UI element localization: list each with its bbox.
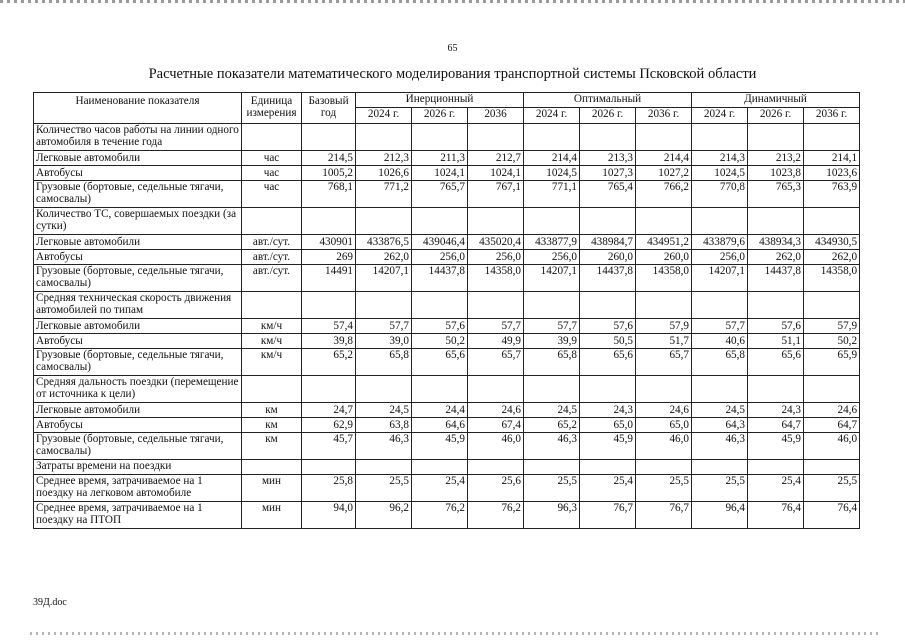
value-cell: 1027,2 bbox=[636, 166, 692, 181]
value-cell bbox=[580, 208, 636, 235]
value-cell bbox=[356, 292, 412, 319]
header-base-year bbox=[302, 93, 356, 124]
value-cell bbox=[692, 124, 748, 151]
section-label: Средняя техническая скорость движения автомобилей по типам bbox=[34, 292, 242, 319]
unit-cell bbox=[242, 124, 302, 151]
value-cell: 262,0 bbox=[804, 250, 860, 265]
table-row bbox=[34, 349, 860, 376]
value-cell: 46,0 bbox=[636, 433, 692, 460]
value-cell: 14437,8 bbox=[412, 265, 468, 292]
value-cell: 434951,2 bbox=[636, 235, 692, 250]
value-cell bbox=[356, 460, 412, 475]
base-year-value: 1005,2 bbox=[302, 166, 356, 181]
value-cell bbox=[748, 376, 804, 403]
value-cell: 256,0 bbox=[692, 250, 748, 265]
value-cell bbox=[580, 124, 636, 151]
value-cell: 766,2 bbox=[636, 181, 692, 208]
value-cell: 39,0 bbox=[356, 334, 412, 349]
indicator-name: Автобусы bbox=[34, 334, 242, 349]
base-year-value: 25,8 bbox=[302, 475, 356, 502]
indicator-name: Автобусы bbox=[34, 166, 242, 181]
value-cell: 57,9 bbox=[636, 319, 692, 334]
section-label: Средняя дальность поездки (перемещение от источника к цели) bbox=[34, 376, 242, 403]
value-cell: 439046,4 bbox=[412, 235, 468, 250]
value-cell: 46,3 bbox=[356, 433, 412, 460]
base-year-value: 94,0 bbox=[302, 502, 356, 529]
base-year-value: 65,2 bbox=[302, 349, 356, 376]
base-year-value: 430901 bbox=[302, 235, 356, 250]
table-row bbox=[34, 250, 860, 265]
base-year-value bbox=[302, 460, 356, 475]
value-cell: 57,7 bbox=[468, 319, 524, 334]
value-cell: 433879,6 bbox=[692, 235, 748, 250]
value-cell bbox=[804, 376, 860, 403]
header-scenario-dynamic: Динамичный bbox=[692, 93, 860, 108]
value-cell: 213,2 bbox=[748, 151, 804, 166]
value-cell: 57,7 bbox=[524, 319, 580, 334]
value-cell: 65,9 bbox=[804, 349, 860, 376]
value-cell: 24,3 bbox=[580, 403, 636, 418]
header-year: 2026 г. bbox=[580, 108, 636, 124]
value-cell: 65,6 bbox=[580, 349, 636, 376]
value-cell: 76,4 bbox=[748, 502, 804, 529]
table-row bbox=[34, 181, 860, 208]
header-year: 2026 г. bbox=[412, 108, 468, 124]
value-cell: 45,9 bbox=[580, 433, 636, 460]
indicator-name: Легковые автомобили bbox=[34, 319, 242, 334]
value-cell: 24,6 bbox=[468, 403, 524, 418]
table-body bbox=[34, 124, 860, 529]
value-cell: 438934,3 bbox=[748, 235, 804, 250]
value-cell: 57,7 bbox=[692, 319, 748, 334]
value-cell: 212,3 bbox=[356, 151, 412, 166]
value-cell: 65,8 bbox=[692, 349, 748, 376]
value-cell: 260,0 bbox=[636, 250, 692, 265]
value-cell: 25,5 bbox=[692, 475, 748, 502]
indicator-name: Грузовые (бортовые, седельные тягачи, самосвалы) bbox=[34, 349, 242, 376]
value-cell: 51,1 bbox=[748, 334, 804, 349]
table-row bbox=[34, 433, 860, 460]
value-cell: 40,6 bbox=[692, 334, 748, 349]
value-cell: 14358,0 bbox=[804, 265, 860, 292]
value-cell: 45,9 bbox=[748, 433, 804, 460]
value-cell: 57,6 bbox=[580, 319, 636, 334]
value-cell: 1023,8 bbox=[748, 166, 804, 181]
page-number: 65 bbox=[447, 43, 458, 54]
value-cell: 25,6 bbox=[468, 475, 524, 502]
unit-cell: час bbox=[242, 181, 302, 208]
value-cell bbox=[748, 460, 804, 475]
unit-cell: авт./сут. bbox=[242, 250, 302, 265]
value-cell bbox=[524, 460, 580, 475]
value-cell: 214,1 bbox=[804, 151, 860, 166]
value-cell bbox=[468, 460, 524, 475]
value-cell bbox=[412, 460, 468, 475]
value-cell: 76,4 bbox=[804, 502, 860, 529]
value-cell bbox=[412, 292, 468, 319]
value-cell bbox=[468, 208, 524, 235]
header-year: 2024 г. bbox=[356, 108, 412, 124]
unit-cell: авт./сут. bbox=[242, 235, 302, 250]
header-year: 2036 г. bbox=[636, 108, 692, 124]
unit-cell: мин bbox=[242, 502, 302, 529]
value-cell: 262,0 bbox=[356, 250, 412, 265]
value-cell: 1024,5 bbox=[692, 166, 748, 181]
value-cell: 24,6 bbox=[636, 403, 692, 418]
value-cell: 763,9 bbox=[804, 181, 860, 208]
value-cell bbox=[692, 292, 748, 319]
section-row bbox=[34, 376, 860, 403]
value-cell: 770,8 bbox=[692, 181, 748, 208]
value-cell bbox=[468, 124, 524, 151]
header-year: 2036 г. bbox=[804, 108, 860, 124]
value-cell: 1024,5 bbox=[524, 166, 580, 181]
section-label: Количество ТС, совершаемых поездки (за сутки) bbox=[34, 208, 242, 235]
indicator-name: Среднее время, затрачиваемое на 1 поездку на ПТОП bbox=[34, 502, 242, 529]
table-row bbox=[34, 334, 860, 349]
value-cell: 14437,8 bbox=[580, 265, 636, 292]
value-cell bbox=[636, 376, 692, 403]
value-cell: 14358,0 bbox=[636, 265, 692, 292]
value-cell: 64,6 bbox=[412, 418, 468, 433]
value-cell: 57,9 bbox=[804, 319, 860, 334]
value-cell bbox=[412, 208, 468, 235]
value-cell bbox=[636, 208, 692, 235]
value-cell: 24,4 bbox=[412, 403, 468, 418]
base-year-value: 24,7 bbox=[302, 403, 356, 418]
base-year-value: 62,9 bbox=[302, 418, 356, 433]
value-cell: 260,0 bbox=[580, 250, 636, 265]
value-cell: 57,6 bbox=[748, 319, 804, 334]
value-cell: 57,7 bbox=[356, 319, 412, 334]
value-cell: 96,2 bbox=[356, 502, 412, 529]
section-row bbox=[34, 124, 860, 151]
value-cell: 14437,8 bbox=[748, 265, 804, 292]
value-cell: 49,9 bbox=[468, 334, 524, 349]
value-cell: 76,2 bbox=[468, 502, 524, 529]
value-cell: 65,0 bbox=[580, 418, 636, 433]
value-cell: 1027,3 bbox=[580, 166, 636, 181]
value-cell: 14358,0 bbox=[468, 265, 524, 292]
value-cell: 433877,9 bbox=[524, 235, 580, 250]
value-cell: 65,7 bbox=[468, 349, 524, 376]
value-cell bbox=[748, 208, 804, 235]
base-year-value bbox=[302, 208, 356, 235]
value-cell: 51,7 bbox=[636, 334, 692, 349]
section-label: Количество часов работы на линии одного автомобиля в течение года bbox=[34, 124, 242, 151]
table-row bbox=[34, 265, 860, 292]
value-cell: 14207,1 bbox=[356, 265, 412, 292]
value-cell bbox=[692, 208, 748, 235]
value-cell: 24,5 bbox=[356, 403, 412, 418]
value-cell bbox=[804, 124, 860, 151]
value-cell: 46,3 bbox=[692, 433, 748, 460]
header-base-line2: год bbox=[320, 107, 337, 119]
value-cell: 50,2 bbox=[412, 334, 468, 349]
value-cell: 65,6 bbox=[748, 349, 804, 376]
value-cell bbox=[524, 292, 580, 319]
section-row bbox=[34, 208, 860, 235]
value-cell: 24,6 bbox=[804, 403, 860, 418]
value-cell bbox=[692, 460, 748, 475]
indicator-name: Легковые автомобили bbox=[34, 235, 242, 250]
indicator-name: Грузовые (бортовые, седельные тягачи, самосвалы) bbox=[34, 181, 242, 208]
value-cell: 25,4 bbox=[412, 475, 468, 502]
value-cell: 25,4 bbox=[580, 475, 636, 502]
unit-cell: час bbox=[242, 166, 302, 181]
header-unit bbox=[242, 93, 302, 124]
value-cell: 25,4 bbox=[748, 475, 804, 502]
value-cell: 262,0 bbox=[748, 250, 804, 265]
value-cell: 76,7 bbox=[580, 502, 636, 529]
value-cell bbox=[636, 292, 692, 319]
indicator-name: Грузовые (бортовые, седельные тягачи, самосвалы) bbox=[34, 265, 242, 292]
value-cell bbox=[524, 208, 580, 235]
unit-cell bbox=[242, 292, 302, 319]
value-cell: 65,2 bbox=[524, 418, 580, 433]
value-cell: 76,2 bbox=[412, 502, 468, 529]
value-cell bbox=[580, 376, 636, 403]
table-row bbox=[34, 319, 860, 334]
value-cell: 46,0 bbox=[804, 433, 860, 460]
value-cell bbox=[468, 376, 524, 403]
table-row bbox=[34, 151, 860, 166]
value-cell bbox=[748, 124, 804, 151]
value-cell bbox=[468, 292, 524, 319]
header-unit-line2: измерения bbox=[246, 107, 297, 119]
value-cell: 57,6 bbox=[412, 319, 468, 334]
value-cell bbox=[804, 460, 860, 475]
value-cell: 50,2 bbox=[804, 334, 860, 349]
value-cell: 64,7 bbox=[748, 418, 804, 433]
value-cell bbox=[524, 376, 580, 403]
value-cell: 214,3 bbox=[692, 151, 748, 166]
value-cell: 65,8 bbox=[524, 349, 580, 376]
value-cell: 24,5 bbox=[692, 403, 748, 418]
unit-cell: км/ч bbox=[242, 334, 302, 349]
unit-cell bbox=[242, 208, 302, 235]
header-year: 2024 г. bbox=[692, 108, 748, 124]
value-cell: 25,5 bbox=[804, 475, 860, 502]
unit-cell: км/ч bbox=[242, 349, 302, 376]
header-unit-line1: Единица bbox=[250, 95, 293, 107]
value-cell: 65,6 bbox=[412, 349, 468, 376]
base-year-value: 45,7 bbox=[302, 433, 356, 460]
value-cell: 24,5 bbox=[524, 403, 580, 418]
unit-cell: км bbox=[242, 418, 302, 433]
value-cell: 96,4 bbox=[692, 502, 748, 529]
value-cell: 14207,1 bbox=[692, 265, 748, 292]
value-cell: 39,9 bbox=[524, 334, 580, 349]
base-year-value bbox=[302, 292, 356, 319]
table-title: Расчетные показатели математического моделирования транспортной системы Псковской области bbox=[148, 66, 757, 82]
header-indicator: Наименование показателя bbox=[34, 93, 242, 124]
table-row bbox=[34, 502, 860, 529]
value-cell: 46,0 bbox=[468, 433, 524, 460]
indicator-name: Легковые автомобили bbox=[34, 403, 242, 418]
value-cell: 24,3 bbox=[748, 403, 804, 418]
value-cell: 65,8 bbox=[356, 349, 412, 376]
value-cell: 214,4 bbox=[524, 151, 580, 166]
indicator-name: Автобусы bbox=[34, 418, 242, 433]
section-row bbox=[34, 292, 860, 319]
value-cell: 1024,1 bbox=[412, 166, 468, 181]
header-year: 2024 г. bbox=[524, 108, 580, 124]
value-cell: 438984,7 bbox=[580, 235, 636, 250]
value-cell bbox=[636, 460, 692, 475]
value-cell: 76,7 bbox=[636, 502, 692, 529]
indicator-name: Грузовые (бортовые, седельные тягачи, самосвалы) bbox=[34, 433, 242, 460]
value-cell: 256,0 bbox=[412, 250, 468, 265]
value-cell: 65,7 bbox=[636, 349, 692, 376]
unit-cell bbox=[242, 376, 302, 403]
value-cell: 1023,6 bbox=[804, 166, 860, 181]
value-cell: 25,5 bbox=[356, 475, 412, 502]
value-cell bbox=[804, 292, 860, 319]
table-row bbox=[34, 166, 860, 181]
header-year: 2026 г. bbox=[748, 108, 804, 124]
value-cell bbox=[356, 376, 412, 403]
unit-cell: км/ч bbox=[242, 319, 302, 334]
indicator-name: Легковые автомобили bbox=[34, 151, 242, 166]
value-cell: 765,4 bbox=[580, 181, 636, 208]
value-cell bbox=[580, 292, 636, 319]
table-row bbox=[34, 403, 860, 418]
value-cell: 50,5 bbox=[580, 334, 636, 349]
unit-cell: км bbox=[242, 433, 302, 460]
unit-cell: мин bbox=[242, 475, 302, 502]
section-label: Затраты времени на поездки bbox=[34, 460, 242, 475]
value-cell bbox=[580, 460, 636, 475]
value-cell: 14207,1 bbox=[524, 265, 580, 292]
footer-filename: 39Д.doc bbox=[33, 597, 67, 608]
section-row bbox=[34, 460, 860, 475]
value-cell: 46,3 bbox=[524, 433, 580, 460]
value-cell: 771,2 bbox=[356, 181, 412, 208]
base-year-value: 39,8 bbox=[302, 334, 356, 349]
value-cell: 65,0 bbox=[636, 418, 692, 433]
value-cell: 63,8 bbox=[356, 418, 412, 433]
value-cell bbox=[356, 124, 412, 151]
value-cell: 45,9 bbox=[412, 433, 468, 460]
value-cell: 64,3 bbox=[692, 418, 748, 433]
value-cell bbox=[412, 376, 468, 403]
indicator-name: Автобусы bbox=[34, 250, 242, 265]
base-year-value bbox=[302, 124, 356, 151]
scan-artifact-bottom bbox=[30, 632, 880, 635]
value-cell: 1024,1 bbox=[468, 166, 524, 181]
unit-cell bbox=[242, 460, 302, 475]
value-cell bbox=[636, 124, 692, 151]
value-cell: 64,7 bbox=[804, 418, 860, 433]
value-cell: 96,3 bbox=[524, 502, 580, 529]
table-row bbox=[34, 475, 860, 502]
scan-artifact-top bbox=[0, 0, 905, 3]
value-cell: 212,7 bbox=[468, 151, 524, 166]
unit-cell: авт./сут. bbox=[242, 265, 302, 292]
base-year-value bbox=[302, 376, 356, 403]
value-cell bbox=[804, 208, 860, 235]
table-row bbox=[34, 235, 860, 250]
unit-cell: км bbox=[242, 403, 302, 418]
base-year-value: 57,4 bbox=[302, 319, 356, 334]
indicators-table bbox=[33, 92, 860, 529]
value-cell bbox=[692, 376, 748, 403]
value-cell: 25,5 bbox=[636, 475, 692, 502]
value-cell: 433876,5 bbox=[356, 235, 412, 250]
value-cell: 25,5 bbox=[524, 475, 580, 502]
header-scenario-inertial: Инерционный bbox=[356, 93, 524, 108]
value-cell bbox=[748, 292, 804, 319]
unit-cell: час bbox=[242, 151, 302, 166]
value-cell: 765,7 bbox=[412, 181, 468, 208]
value-cell: 67,4 bbox=[468, 418, 524, 433]
value-cell: 256,0 bbox=[524, 250, 580, 265]
value-cell: 211,3 bbox=[412, 151, 468, 166]
value-cell: 771,1 bbox=[524, 181, 580, 208]
table-row bbox=[34, 418, 860, 433]
header-year: 2036 bbox=[468, 108, 524, 124]
header-scenario-optimal: Оптимальный bbox=[524, 93, 692, 108]
indicator-name: Среднее время, затрачиваемое на 1 поездку на легковом автомобиле bbox=[34, 475, 242, 502]
header-base-line1: Базовый bbox=[308, 95, 349, 107]
value-cell: 765,3 bbox=[748, 181, 804, 208]
base-year-value: 768,1 bbox=[302, 181, 356, 208]
value-cell bbox=[524, 124, 580, 151]
value-cell: 214,4 bbox=[636, 151, 692, 166]
value-cell: 767,1 bbox=[468, 181, 524, 208]
value-cell bbox=[356, 208, 412, 235]
base-year-value: 214,5 bbox=[302, 151, 356, 166]
base-year-value: 269 bbox=[302, 250, 356, 265]
value-cell: 434930,5 bbox=[804, 235, 860, 250]
value-cell: 1026,6 bbox=[356, 166, 412, 181]
value-cell bbox=[412, 124, 468, 151]
base-year-value: 14491 bbox=[302, 265, 356, 292]
value-cell: 256,0 bbox=[468, 250, 524, 265]
value-cell: 435020,4 bbox=[468, 235, 524, 250]
value-cell: 213,3 bbox=[580, 151, 636, 166]
